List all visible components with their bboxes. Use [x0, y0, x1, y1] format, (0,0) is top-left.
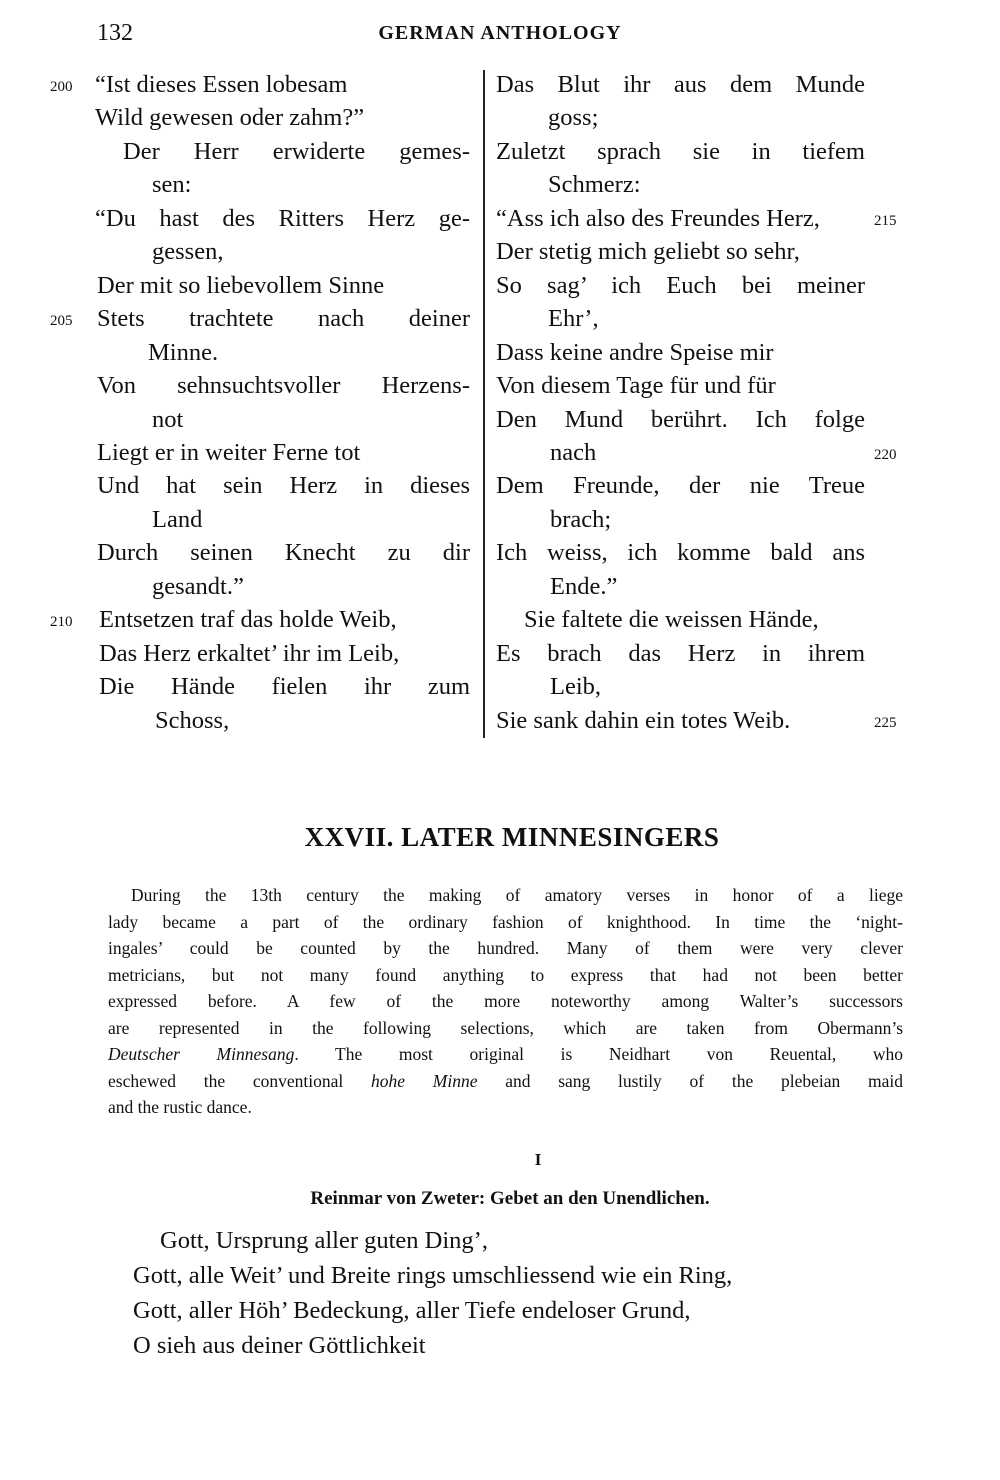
- intro-line: expressed before. A few of the more noteworthy among Walter’s successors: [108, 991, 903, 1011]
- running-title: GERMAN ANTHOLOGY: [378, 22, 622, 44]
- verse-line: Dem Freunde, der nie Treue: [496, 472, 865, 500]
- intro-line: [108, 1041, 903, 1067]
- verse-line: Der Herr erwiderte gemes-: [123, 137, 470, 165]
- verse-line: Das Herz erkaltet’ ihr im Leib,: [99, 639, 400, 667]
- verse-line: Wild gewesen oder zahm?”: [95, 104, 365, 132]
- verse-line: Minne.: [148, 338, 219, 366]
- intro-text: eschewed the conventional: [108, 1070, 372, 1091]
- line-number: 210: [50, 614, 73, 631]
- verse-line: “Ist dieses Essen lobesam: [95, 71, 348, 98]
- column-divider: [483, 70, 485, 738]
- italic-title: Deutscher Minnesang: [108, 1044, 295, 1064]
- verse-line: Entsetzen traf das holde Weib,: [99, 606, 397, 634]
- intro-line: lady became a part of the ordinary fashion of knighthood. In time the ‘night-: [108, 911, 903, 932]
- intro-text: . The most original is Neidhart von Reuental, who: [294, 1044, 903, 1064]
- verse-line: Durch seinen Knecht zu dir: [97, 539, 470, 567]
- verse-line: nach: [550, 438, 597, 466]
- verse-line: Das Blut ihr aus dem Munde: [496, 71, 865, 98]
- verse-line: Land: [152, 505, 203, 533]
- verse-line: Liegt er in weiter Ferne tot: [97, 438, 361, 466]
- line-number: 200: [50, 79, 73, 95]
- verse-line: Schmerz:: [548, 171, 641, 199]
- verse-line: Ehr’,: [548, 305, 599, 333]
- verse-line: “Du hast des Ritters Herz ge-: [95, 204, 470, 232]
- verse-line: Von diesem Tage für und für: [496, 372, 776, 400]
- section-title: XXVII. LATER MINNESINGERS: [304, 822, 720, 852]
- verse-line: Und hat sein Herz in dieses: [97, 472, 470, 500]
- verse-line: Leib,: [550, 673, 602, 701]
- verse-line: sen:: [152, 171, 192, 199]
- verse-line: So sag’ ich Euch bei meiner: [496, 271, 865, 299]
- intro-line: During the 13th century the making of amatory verses in honor of a liege: [131, 885, 903, 905]
- intro-line: are represented in the following selections, which are taken from Obermann’s: [108, 1017, 903, 1038]
- poem-line: Gott, alle Weit’ und Breite rings umschliessend wie ein Ring,: [133, 1262, 733, 1289]
- verse-line: Der mit so liebevollem Sinne: [97, 271, 385, 299]
- verse-line: Stets trachtete nach deiner: [97, 305, 470, 333]
- intro-text: and sang lustily of the plebeian maid: [477, 1070, 903, 1091]
- verse-line: “Ass ich also des Freundes Herz,: [496, 204, 820, 232]
- verse-line: Es brach das Herz in ihrem: [496, 639, 865, 667]
- verse-line: goss;: [548, 104, 599, 132]
- verse-line: Zuletzt sprach sie in tiefem: [496, 137, 865, 165]
- verse-line: gesandt.”: [152, 572, 244, 600]
- verse-line: not: [152, 405, 184, 433]
- line-number: 220: [874, 446, 897, 463]
- verse-line: Die Hände fielen ihr zum: [99, 673, 470, 701]
- poem-title: Reinmar von Zweter: Gebet an den Unendlichen.: [310, 1188, 710, 1209]
- poem-line: O sieh aus deiner Göttlichkeit: [133, 1332, 426, 1359]
- verse-line: gessen,: [152, 238, 224, 266]
- verse-line: Sie sank dahin ein totes Weib.: [496, 706, 791, 734]
- verse-line: Den Mund berührt. Ich folge: [496, 405, 865, 433]
- italic-title: hohe Minne: [371, 1070, 478, 1091]
- intro-line: and the rustic dance.: [108, 1097, 252, 1117]
- intro-line: ingales’ could be counted by the hundred. Many of them were very clever: [108, 938, 903, 958]
- line-number: 205: [50, 313, 73, 330]
- verse-line: Dass keine andre Speise mir: [496, 338, 774, 366]
- verse-line: Von sehnsuchtsvoller Herzens-: [97, 372, 470, 400]
- page-number: 132: [97, 20, 133, 46]
- poem-number: I: [534, 1150, 542, 1169]
- verse-line: Ich weiss, ich komme bald ans: [496, 539, 865, 567]
- verse-line: brach;: [550, 505, 612, 533]
- verse-line: Ende.”: [550, 572, 618, 600]
- verse-line: Sie faltete die weissen Hände,: [524, 606, 819, 634]
- line-number: 215: [874, 212, 897, 229]
- poem-line: Gott, aller Höh’ Bedeckung, aller Tiefe endeloser Grund,: [133, 1297, 691, 1324]
- poem-line: Gott, Ursprung aller guten Ding’,: [160, 1227, 488, 1254]
- verse-line: Der stetig mich geliebt so sehr,: [496, 238, 800, 266]
- line-number: 225: [874, 714, 897, 731]
- intro-line: [108, 1068, 903, 1094]
- verse-line: Schoss,: [155, 706, 230, 734]
- intro-line: metricians, but not many found anything to express that had not been better: [108, 964, 903, 985]
